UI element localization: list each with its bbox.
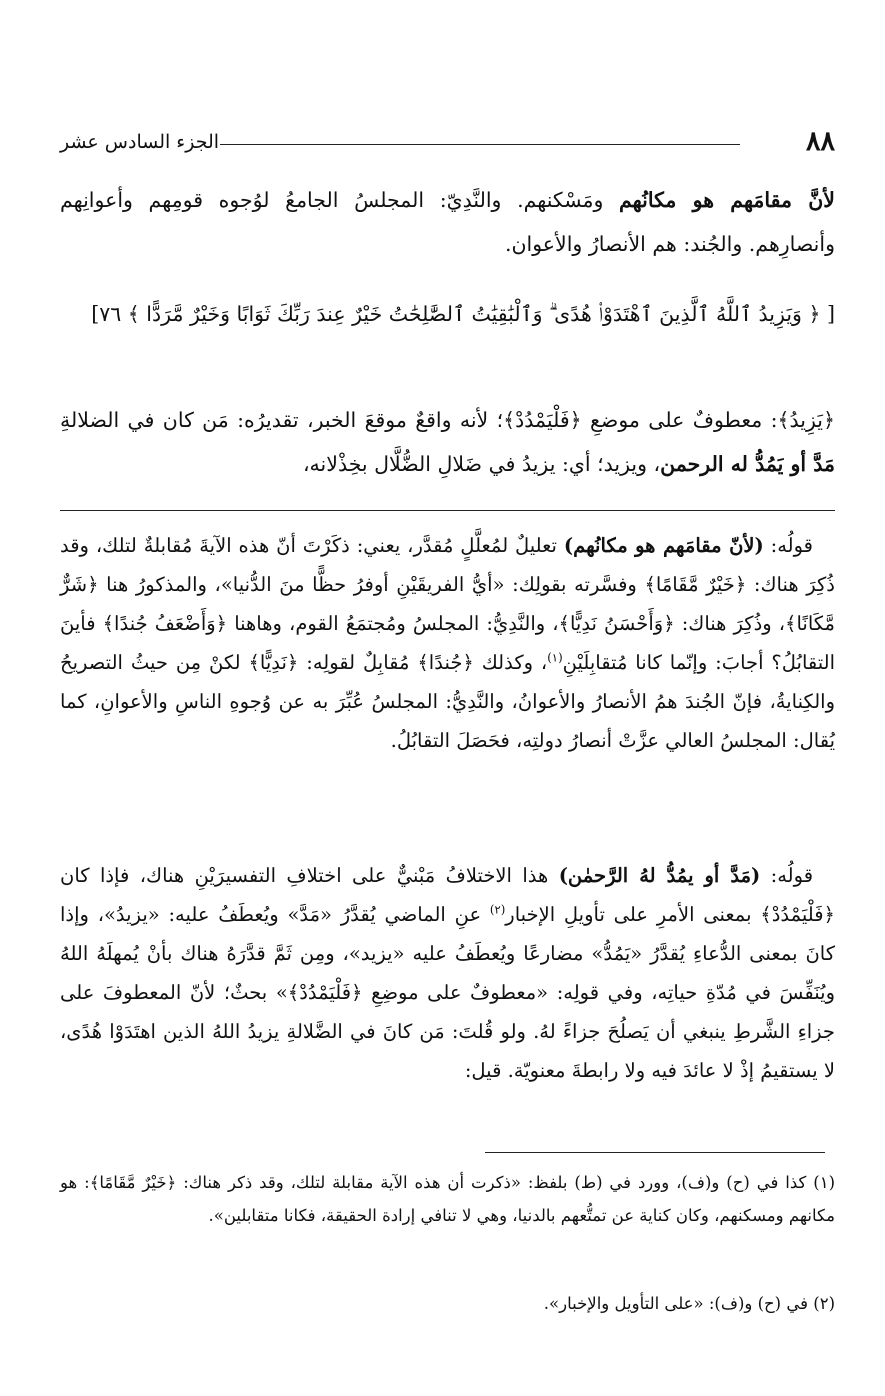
commentary-text: مُقابِلٌ لقولِه: <box>298 651 418 674</box>
footnote-text: (١) كذا في (ح) و(ف)، وورد في (ط) بلفظ: «ذكرت أن هذه الآية مقابلة لتلك، وقد ذكر هناك: <box>176 1173 835 1192</box>
paragraph-text: ؛ لأنه واقعٌ موقعَ الخبر، تقديرُه: مَن كان في الضلالةِ <box>60 408 504 432</box>
main-paragraph-1 <box>60 178 835 266</box>
paragraph-text: ، ويزيد؛ أي: يزيدُ في ضَلالِ الضُّلَّال بخِذْلانه، <box>302 452 661 476</box>
commentary-text: ، وكذلك <box>473 651 548 674</box>
quran-verse <box>60 292 835 336</box>
commentary-lead: قولُه: <box>760 864 814 887</box>
commentary-text: بمعنى الأمرِ على تأويلِ الإخبار <box>505 903 761 926</box>
footnote-1 <box>60 1166 835 1232</box>
footnote-ref-2[interactable]: (٢) <box>489 902 506 917</box>
bold-phrase: (لأنّ مقامَهم هو مكانُهم) <box>563 534 764 557</box>
page-number: ٨٨ <box>805 126 835 157</box>
quote-word: ﴿شَرٌّ مَّكَانًا﴾ <box>60 573 835 635</box>
quote-word: ﴿فَلْيَمْدُدْ﴾ <box>287 981 363 1004</box>
quote-word: ﴿وَأَضْعَفُ جُندًا﴾ <box>102 612 228 635</box>
quote-word: ﴿وَأَحْسَنُ نَدِيًّا﴾ <box>558 612 675 635</box>
footnote-divider <box>485 1152 825 1153</box>
quote-word: ﴿فَلْيَمْدُدْ﴾ <box>503 408 582 432</box>
bold-phrase: مَدَّ أو يَمُدُّ له الرحمن <box>660 452 835 476</box>
bold-phrase: (مَدَّ أو يمُدُّ لهُ الرَّحمٰن) <box>558 864 761 887</box>
commentary-text: هذا الاختلافُ مَبْنيٌّ على اختلافِ التفسيرَيْنِ هناك، فإذا كان <box>60 864 559 887</box>
footnote-text: : هو مكانهم ومسكنهم، وكان كناية عن تمتُّعهم بالدنيا، وهي لا تنافي إرادة الحقيقة، فكانا متقابلين». <box>60 1173 835 1225</box>
bold-phrase: لأنَّ مقامَهم هو مكانُهم <box>619 188 835 212</box>
commentary-paragraph-2 <box>60 856 835 1090</box>
commentary-text: وفسَّرته بقولِك: «أيُّ الفريقَيْنِ أوفرُ حظًّا منَ الدُّنيا»، والمذكورُ هنا <box>98 573 645 596</box>
quote-word: ﴿خَيْرٌ مَّقَامًا﴾ <box>644 573 747 596</box>
commentary-text: فأينَ التقابُلُ؟ أجابَ: وإنّما كانا مُتقابِلَيْنِ <box>60 612 835 674</box>
header-rule <box>220 144 740 145</box>
section-divider <box>60 510 835 511</box>
commentary-text: لكنْ مِن حيثُ التصريحُ والكِنايةُ، فإنّ الجُندَ همُ الأنصارُ والأعوانُ، والنَّدِيُّ: المجلسُ عُبِّرَ به عن وُجوهِ الناسِ والأعوانِ، كما يُقال: المجلسُ العالي عزَّتْ أنصارُ دولتِه، فحَصَلَ التقابُلُ. <box>60 651 835 752</box>
commentary-text: عنِ الماضي يُقدَّرُ «مَدَّ» ويُعطَفُ عليه: «يزيدُ»، وإذا كانَ بمعنى الدُّعاءِ يُقدَّرُ «يَمُدُّ» مضارعًا ويُعطَفُ عليه «يزيد»، ومِن ثَمَّ قدَّرَهُ هناك بأنْ يُمهلَهُ اللهُ ويُنَفِّسَ في مُدّةِ حياتِه، وفي قولِه: «معطوفٌ على موضِعِ <box>60 903 835 1004</box>
quote-word: ﴿جُندًا﴾ <box>417 651 474 674</box>
page-header <box>60 124 835 160</box>
main-paragraph-2 <box>60 398 835 486</box>
quote-word: ﴿خَيْرٌ مَّقَامًا﴾ <box>89 1173 177 1192</box>
commentary-text: ، والنَّدِيُّ: المجلسُ ومُجتمَعُ القوم، وهاهنا <box>227 612 559 635</box>
commentary-paragraph-1 <box>60 526 835 760</box>
commentary-text: تعليلٌ لمُعلَّلٍ مُقدَّر، يعني: ذكَرْتَ أنّ هذه الآيةَ مُقابلةٌ لتلك، وقد ذُكِرَ هناك: <box>60 534 835 596</box>
paragraph-text: ومَسْكنهم. والنَّدِيّ: المجلسُ الجامعُ لوُجوه قومِهم وأعوانِهم وأنصارِهم. والجُند: هم الأنصارُ والأعوان. <box>60 188 835 256</box>
commentary-text: » بحثٌ؛ لأنّ المعطوفَ على جزاءِ الشَّرطِ ينبغي أن يَصلُحَ جزاءً لهُ. ولو قُلتَ: مَن كانَ في الضَّلالةِ يزيدُ اللهُ الذين اهتَدَوْا هُدًى، لا يستقيمُ إذْ لا عائدَ فيه ولا رابطةَ معنويّة. قيل: <box>60 981 835 1082</box>
verse-bracket: [ <box>827 302 835 326</box>
verse-text: ﴿ وَيَزِيدُ ٱللَّهُ ٱلَّذِينَ ٱهْتَدَوْا۟ هُدًى ۗ وَٱلْبَٰقِيَٰتُ ٱلصَّٰلِحَٰتُ خَيْرٌ عِندَ رَبِّكَ ثَوَابًا وَخَيْرٌ مَّرَدًّا ﴾ <box>127 302 821 326</box>
commentary-lead: قولُه: <box>763 534 813 557</box>
footnote-2 <box>60 1287 835 1320</box>
part-title: الجزء السادس عشر <box>60 131 220 153</box>
footnote-text: (٢) في (ح) و(ف): «على التأويل والإخبار». <box>543 1294 835 1313</box>
quote-word: ﴿فَلْيَمْدُدْ﴾ <box>760 903 835 926</box>
verse-number: ٧٦] <box>91 302 122 326</box>
paragraph-text: : معطوفٌ على موضعِ <box>581 408 778 432</box>
commentary-text: ، وذُكِرَ هناك: <box>674 612 786 635</box>
footnote-ref-1[interactable]: (١) <box>547 650 563 665</box>
quote-word: ﴿يَزِيدُ﴾ <box>777 408 835 432</box>
quote-word: ﴿نَدِيًّا﴾ <box>248 651 299 674</box>
